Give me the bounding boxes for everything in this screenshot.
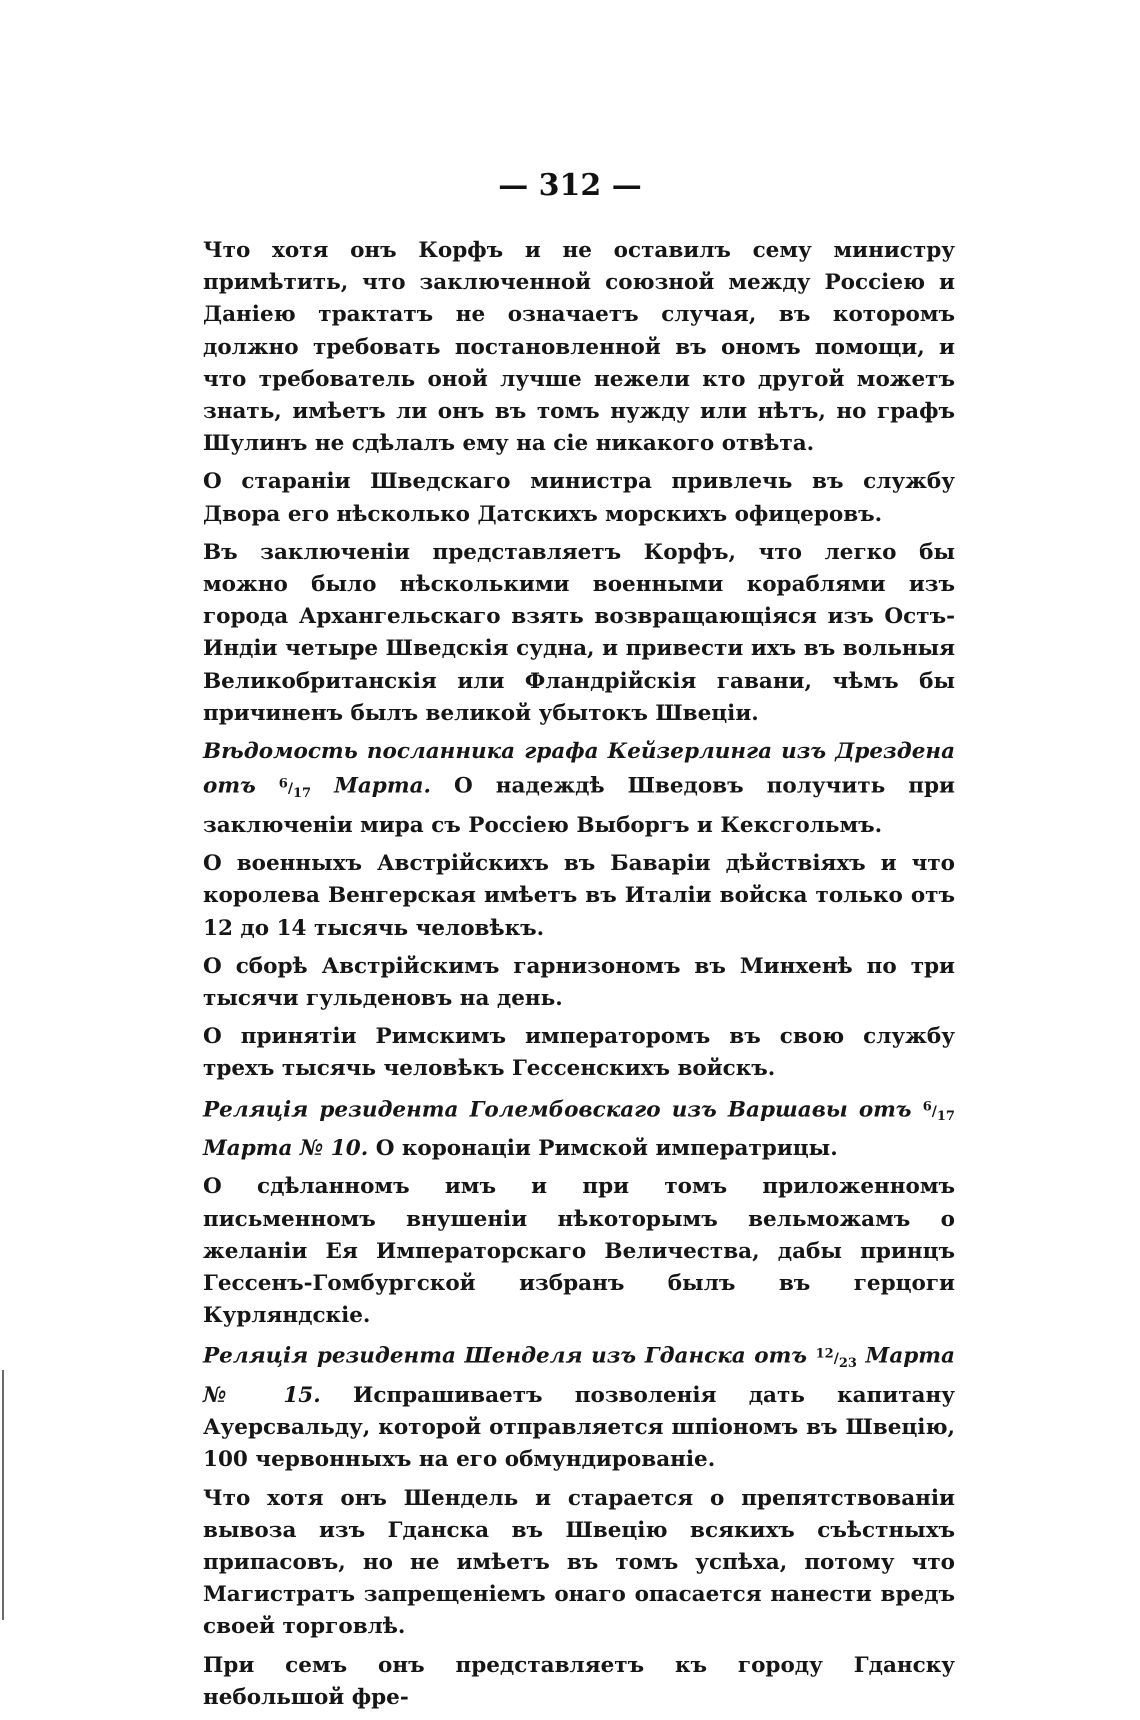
entry-heading: Вѣдомость посланника графа Кейзерлинга изъ Дрездена отъ bbox=[203, 739, 955, 799]
paragraph-text: О сборѣ Австрійскимъ гарнизономъ въ Минхенѣ по три тысячи гульденовъ на день. bbox=[203, 953, 955, 1011]
fraction-denominator: 17 bbox=[292, 785, 312, 801]
paragraph bbox=[203, 1483, 955, 1644]
paragraph-text: Что хотя онъ Шендель и старается о препятствованіи вывоза изъ Гданска въ Швецію всякихъ съѣстныхъ припасовъ, но не имѣетъ въ томъ успѣха, потому что Магистратъ запрещеніемъ онаго опасается нанести вредъ своей торговлѣ. bbox=[203, 1485, 955, 1640]
paragraph-text: О стараніи Шведскаго министра привлечь въ службу Двора его нѣсколько Датскихъ морскихъ офицеровъ. bbox=[203, 469, 955, 527]
entry-heading-tail: Марта. bbox=[334, 773, 431, 799]
paragraph bbox=[203, 736, 955, 842]
fraction-denominator: 23 bbox=[838, 1355, 857, 1371]
paragraph-text: О надеждѣ Шведовъ получить при заключеніи мира съ Россіею Выборгъ и Кексгольмъ. bbox=[203, 773, 955, 838]
paragraph-text: О коронаціи Римской императрицы. bbox=[375, 1136, 838, 1162]
paragraph bbox=[203, 1092, 955, 1166]
paragraph bbox=[203, 1338, 955, 1476]
date-fraction: 6/17 bbox=[278, 776, 312, 801]
scan-edge-line bbox=[2, 1370, 4, 1620]
paragraph-text: Испрашиваетъ позволенія дать капитану Ауерсвальду, которой отправляется шпіономъ въ Швецію, 100 червонныхъ на его обмундированіе. bbox=[203, 1383, 955, 1473]
fraction-numerator: 12 bbox=[815, 1346, 834, 1362]
entry-heading-tail: Марта № 10. bbox=[203, 1136, 369, 1162]
fraction-numerator: 6 bbox=[922, 1099, 932, 1115]
date-fraction: 6/17 bbox=[922, 1099, 955, 1124]
date-fraction: 12/23 bbox=[815, 1346, 857, 1371]
paragraph-text: О принятіи Римскимъ императоромъ въ свою службу трехъ тысячь человѣкъ Гессенскихъ войскъ. bbox=[203, 1024, 955, 1082]
paragraph bbox=[203, 1021, 955, 1085]
paragraph-text: О военныхъ Австрійскихъ въ Баваріи дѣйствіяхъ и что королева Венгерская имѣетъ въ Италіи войска только отъ 12 до 14 тысячь человѣкъ. bbox=[203, 851, 955, 941]
paragraph bbox=[203, 848, 955, 945]
paragraph bbox=[203, 466, 955, 530]
paragraph bbox=[203, 537, 955, 730]
paragraph-text: При семъ онъ представляетъ къ городу Гданску небольшой фре- bbox=[203, 1652, 955, 1710]
paragraph bbox=[203, 1171, 955, 1332]
entry-heading-tail: Марта № 15. bbox=[203, 1344, 955, 1409]
entry-heading: Реляція резидента Шенделя изъ Гданска отъ bbox=[203, 1344, 808, 1370]
entry-heading: Реляція резидента Голембовскаго изъ Варшавы отъ bbox=[203, 1097, 912, 1123]
body-text bbox=[203, 235, 955, 1720]
paragraph-text: Что хотя онъ Корфъ и не оставилъ сему министру примѣтить, что заключенной союзной между Россіею и Даніею трактатъ не означаетъ случая, въ которомъ должно требовать постановленной въ ономъ помощи, и что требователь оной лучше нежели кто другой можетъ знать, имѣетъ ли онъ въ томъ нужду или нѣтъ, но графъ Шулинъ не сдѣлалъ ему на сіе никакого отвѣта. bbox=[203, 238, 955, 457]
fraction-numerator: 6 bbox=[278, 776, 288, 792]
paragraph-text: Въ заключеніи представляетъ Корфъ, что легко бы можно было нѣсколькими военными кораблями изъ города Архангельскаго взять возвращающіяся изъ Остъ-Индіи четыре Шведскія судна, и привести ихъ въ вольныя Великобританскія или Фландрійскія гавани, чѣмъ бы причиненъ былъ великой убытокъ Швеціи. bbox=[203, 539, 955, 726]
paragraph bbox=[203, 1650, 955, 1714]
paragraph bbox=[203, 951, 955, 1015]
paragraph-text: О сдѣланномъ имъ и при томъ приложенномъ письменномъ внушеніи нѣкоторымъ вельможамъ о желаніи Ея Императорскаго Величества, дабы принцъ Гессенъ-Гомбургской избранъ былъ въ герцоги Курляндскіе. bbox=[203, 1174, 955, 1329]
paragraph bbox=[203, 235, 955, 460]
fraction-denominator: 17 bbox=[936, 1108, 955, 1124]
page-number: — 312 — bbox=[498, 168, 642, 203]
